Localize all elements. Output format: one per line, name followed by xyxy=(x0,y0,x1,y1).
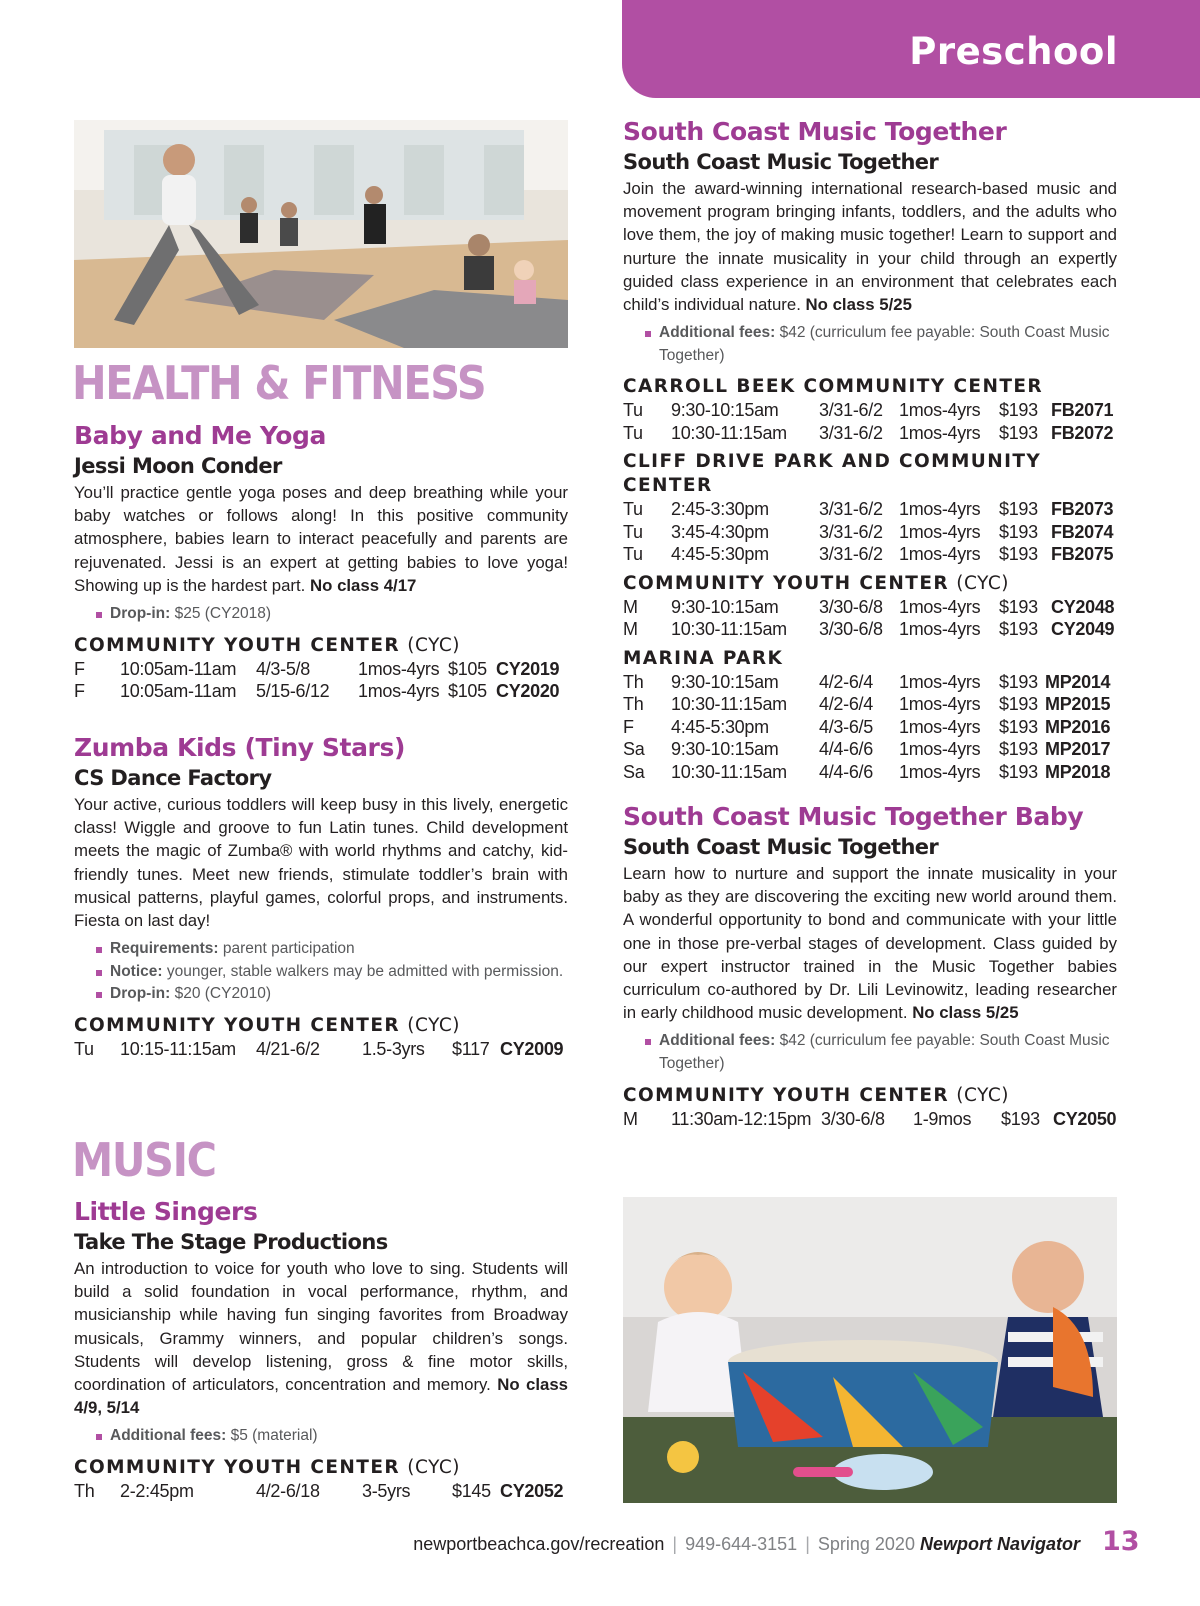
fee-item: Notice: younger, stable walkers may be admitted with permission. xyxy=(96,961,568,984)
schedule-price: $193 xyxy=(999,400,1038,421)
schedule-time: 4:45-5:30pm xyxy=(671,544,769,565)
schedule-row xyxy=(74,680,568,703)
yoga-photo xyxy=(74,120,568,348)
course-fees xyxy=(645,1030,1117,1075)
schedule-price: $105 xyxy=(448,681,487,702)
schedule-ages: 1mos-4yrs xyxy=(899,619,981,640)
course-title: Little Singers xyxy=(74,1197,258,1226)
schedule-day: Tu xyxy=(623,544,643,565)
schedule-row xyxy=(623,671,1117,694)
schedule-ages: 1mos-4yrs xyxy=(899,499,981,520)
schedule-code: FB2071 xyxy=(1051,400,1114,421)
course-description: Learn how to nurture and support the innate musicality in your baby as they are discovering the exciting new world around them. A wonderful opportunity to bond and communicate with your little one in those pre-verbal stages of development. Class guided by our expert instructor trained in the Music Together babies curriculum co-authored by Dr. Lili Levinowitz, leading researcher in early childhood music development. No class 5/25 xyxy=(623,864,1117,1023)
schedule-time: 10:15-11:15am xyxy=(120,1039,236,1059)
course-instructor: South Coast Music Together xyxy=(623,150,939,174)
schedule-day: Tu xyxy=(74,1039,94,1059)
schedule-dates: 4/4-6/6 xyxy=(819,761,873,782)
schedule-price: $193 xyxy=(999,544,1038,565)
schedule-code: FB2072 xyxy=(1051,422,1114,443)
schedule-dates: 3/31-6/2 xyxy=(819,422,883,443)
course-zumba-kids xyxy=(74,733,568,1061)
schedule-table xyxy=(623,498,1117,566)
schedule-dates: 3/31-6/2 xyxy=(819,499,883,520)
schedule-dates: 4/3-6/5 xyxy=(819,716,873,737)
schedule-row xyxy=(623,618,1117,641)
fee-item: Drop-in: $25 (CY2018) xyxy=(96,603,568,626)
location-heading: COMMUNITY YOUTH CENTER (CYC) xyxy=(74,634,461,656)
schedule-ages: 3-5yrs xyxy=(362,1481,411,1502)
schedule-price: $193 xyxy=(999,596,1038,617)
schedule-code: CY2049 xyxy=(1051,619,1115,640)
schedule-dates: 3/31-6/2 xyxy=(819,521,883,542)
schedule-code: MP2014 xyxy=(1045,671,1111,692)
schedule-code: CY2020 xyxy=(496,681,560,702)
section-tab xyxy=(622,0,1200,98)
schedule-time: 3:45-4:30pm xyxy=(671,521,769,542)
schedule-code: MP2018 xyxy=(1045,761,1111,782)
schedule-row xyxy=(623,399,1117,422)
schedule-ages: 1mos-4yrs xyxy=(899,716,981,737)
schedule-table xyxy=(74,1480,568,1503)
schedule-code: MP2017 xyxy=(1045,739,1111,760)
course-instructor: CS Dance Factory xyxy=(74,766,272,790)
schedule-row xyxy=(623,498,1117,521)
schedule-dates: 3/31-6/2 xyxy=(819,400,883,421)
course-instructor: South Coast Music Together xyxy=(623,835,939,859)
schedule-row xyxy=(74,1038,568,1061)
schedule-price: $193 xyxy=(999,761,1038,782)
schedule-price: $193 xyxy=(999,694,1038,715)
schedule-table xyxy=(74,658,568,703)
schedule-time: 2:45-3:30pm xyxy=(671,499,769,520)
section-tab-title: Preschool xyxy=(909,30,1118,73)
schedule-time: 4:45-5:30pm xyxy=(671,716,769,737)
schedule-time: 9:30-10:15am xyxy=(671,671,779,692)
schedule-day: Th xyxy=(623,671,644,692)
schedule-row xyxy=(623,521,1117,544)
schedule-row xyxy=(623,543,1117,566)
schedule-row xyxy=(623,738,1117,761)
schedule-table xyxy=(623,1108,1117,1131)
fee-item: Additional fees: $42 (curriculum fee payable: South Coast Music Together) xyxy=(645,322,1117,367)
schedule-dates: 3/30-6/8 xyxy=(819,619,883,640)
fee-item: Requirements: parent participation xyxy=(96,938,568,961)
course-title: Zumba Kids (Tiny Stars) xyxy=(74,733,405,762)
schedule-price: $193 xyxy=(999,739,1038,760)
schedule-time: 9:30-10:15am xyxy=(671,739,779,760)
schedule-code: CY2048 xyxy=(1051,596,1115,617)
schedule-price: $193 xyxy=(999,521,1038,542)
schedule-dates: 3/30-6/8 xyxy=(819,596,883,617)
schedule-dates: 4/21-6/2 xyxy=(256,1039,320,1059)
fee-item: Additional fees: $42 (curriculum fee payable: South Coast Music Together) xyxy=(645,1030,1117,1075)
schedule-ages: 1mos-4yrs xyxy=(899,521,981,542)
section-title-health: HEALTH & FITNESS xyxy=(72,356,486,410)
section-title-music: MUSIC xyxy=(72,1133,216,1187)
course-description: You’ll practice gentle yoga poses and deep breathing while your baby watches or follows along! In this positive community atmosphere, babies learn to interact peacefully and parents are rejuvenated. Jessi is an expert at getting babies to love yoga! Showing up is the hardest part. No class 4/17 xyxy=(74,483,568,595)
schedule-day: Sa xyxy=(623,739,645,760)
schedule-table xyxy=(623,596,1117,641)
schedule-row xyxy=(623,1108,1117,1131)
schedule-ages: 1.5-3yrs xyxy=(362,1039,425,1059)
location-heading: COMMUNITY YOUTH CENTER (CYC) xyxy=(623,572,1010,594)
page-number: 13 xyxy=(1102,1526,1140,1557)
course-little-singers xyxy=(74,1197,568,1503)
schedule-dates: 3/31-6/2 xyxy=(819,544,883,565)
schedule-table xyxy=(74,1038,568,1061)
babies-drum-photo xyxy=(623,1197,1117,1503)
schedule-row xyxy=(74,1480,568,1503)
schedule-day: Tu xyxy=(623,521,643,542)
schedule-ages: 1mos-4yrs xyxy=(899,739,981,760)
schedule-day: Tu xyxy=(623,422,643,443)
schedule-time: 11:30am-12:15pm xyxy=(671,1108,812,1129)
schedule-day: Th xyxy=(74,1481,95,1502)
schedule-row xyxy=(623,596,1117,619)
footer-phone: 949-644-3151 xyxy=(685,1534,798,1554)
course-baby-yoga xyxy=(74,421,568,703)
course-instructor: Jessi Moon Conder xyxy=(74,454,282,478)
course-fees xyxy=(96,938,568,1006)
schedule-ages: 1mos-4yrs xyxy=(899,544,981,565)
course-fees xyxy=(645,322,1117,367)
footer-magazine: Newport Navigator xyxy=(919,1534,1080,1554)
footer-url[interactable]: newportbeachca.gov/recreation xyxy=(413,1534,665,1554)
schedule-day: M xyxy=(623,1108,638,1129)
schedule-code: MP2016 xyxy=(1045,716,1111,737)
schedule-ages: 1mos-4yrs xyxy=(899,694,981,715)
schedule-ages: 1mos-4yrs xyxy=(899,422,981,443)
location-heading: MARINA PARK xyxy=(623,647,784,669)
schedule-time: 10:05am-11am xyxy=(120,658,237,679)
schedule-code: FB2075 xyxy=(1051,544,1114,565)
schedule-day: Sa xyxy=(623,761,645,782)
schedule-price: $193 xyxy=(999,422,1038,443)
schedule-day: M xyxy=(623,596,638,617)
schedule-row xyxy=(623,716,1117,739)
location-heading: COMMUNITY YOUTH CENTER (CYC) xyxy=(74,1015,461,1036)
course-instructor: Take The Stage Productions xyxy=(74,1230,388,1254)
footer-season: Spring 2020 xyxy=(817,1534,915,1554)
schedule-time: 10:30-11:15am xyxy=(671,694,787,715)
course-description: Join the award-winning international research-based music and movement program bringing infants, toddlers, and the adults who love them, the joy of making music together! Learn to support and nurture the innate musicality in your child through an expertly guided class experience in an environment that celebrates each child’s individual nature. No class 5/25 xyxy=(623,179,1117,315)
schedule-dates: 3/30-6/8 xyxy=(821,1108,885,1129)
schedule-code: CY2009 xyxy=(500,1039,564,1059)
location-heading: COMMUNITY YOUTH CENTER (CYC) xyxy=(74,1457,461,1479)
course-music-together-baby xyxy=(623,802,1117,1130)
schedule-price: $193 xyxy=(999,716,1038,737)
schedule-ages: 1mos-4yrs xyxy=(899,400,981,421)
schedule-ages: 1mos-4yrs xyxy=(358,658,440,679)
schedule-day: Tu xyxy=(623,499,643,520)
schedule-ages: 1mos-4yrs xyxy=(899,761,981,782)
schedule-row xyxy=(623,761,1117,784)
schedule-day: Tu xyxy=(623,400,643,421)
course-description: Your active, curious toddlers will keep busy in this lively, energetic class! Wiggle and groove to fun Latin tunes. Child development meets the magic of Zumba® with world rhythms and catchy, kid-friendly tunes. Meet new friends, stimulate toddler’s brain with musical patterns, playful games, colorful props, and instruments. Fiesta on last day! xyxy=(74,795,568,931)
schedule-price: $145 xyxy=(452,1481,491,1502)
schedule-day: F xyxy=(74,658,85,679)
course-title: Baby and Me Yoga xyxy=(74,421,326,450)
fee-item: Additional fees: $5 (material) xyxy=(96,1425,568,1448)
location-heading: CLIFF DRIVE PARK AND COMMUNITY CENTER xyxy=(623,451,1042,497)
schedule-price: $117 xyxy=(452,1039,490,1059)
schedule-dates: 5/15-6/12 xyxy=(256,681,330,702)
schedule-ages: 1-9mos xyxy=(913,1108,972,1129)
schedule-row xyxy=(623,693,1117,716)
schedule-time: 9:30-10:15am xyxy=(671,400,779,421)
course-music-together xyxy=(623,117,1117,783)
schedule-code: CY2019 xyxy=(496,658,560,679)
schedule-price: $193 xyxy=(1001,1108,1040,1129)
schedule-row xyxy=(623,422,1117,445)
schedule-row xyxy=(74,658,568,681)
schedule-day: F xyxy=(623,716,634,737)
course-title: South Coast Music Together xyxy=(623,117,1007,146)
schedule-code: CY2050 xyxy=(1053,1108,1117,1129)
course-fees xyxy=(96,1425,568,1448)
page-footer: newportbeachca.gov/recreation | 949-644-3151 | Spring 2020 Newport Navigator xyxy=(413,1534,1080,1554)
schedule-time: 10:30-11:15am xyxy=(671,619,787,640)
schedule-dates: 4/2-6/4 xyxy=(819,671,873,692)
schedule-time: 10:30-11:15am xyxy=(671,761,787,782)
schedule-price: $193 xyxy=(999,671,1038,692)
schedule-dates: 4/2-6/4 xyxy=(819,694,873,715)
schedule-price: $105 xyxy=(448,658,487,679)
location-heading: COMMUNITY YOUTH CENTER (CYC) xyxy=(623,1084,1010,1106)
location-heading: CARROLL BEEK COMMUNITY CENTER xyxy=(623,376,1044,398)
course-title: South Coast Music Together Baby xyxy=(623,802,1084,831)
course-fees xyxy=(96,603,568,626)
schedule-time: 10:30-11:15am xyxy=(671,422,787,443)
schedule-code: CY2052 xyxy=(500,1481,564,1502)
schedule-time: 10:05am-11am xyxy=(120,681,237,702)
schedule-table xyxy=(623,399,1117,444)
schedule-day: F xyxy=(74,681,85,702)
schedule-code: FB2073 xyxy=(1051,499,1114,520)
schedule-time: 2-2:45pm xyxy=(120,1481,194,1502)
course-description: An introduction to voice for youth who love to sing. Students will build a solid foundation in vocal performance, rhythm, and musicianship while having fun singing favorites from Broadway musicals, Grammy winners, and popular children’s songs. Students will develop listening, gross & fine motor skills, coordination of articulators, concentration and memory. No class 4/9, 5/14 xyxy=(74,1259,568,1418)
fee-item: Drop-in: $20 (CY2010) xyxy=(96,983,568,1006)
schedule-price: $193 xyxy=(999,499,1038,520)
schedule-dates: 4/3-5/8 xyxy=(256,658,310,679)
schedule-day: Th xyxy=(623,694,644,715)
schedule-ages: 1mos-4yrs xyxy=(358,681,440,702)
schedule-code: MP2015 xyxy=(1045,694,1111,715)
schedule-day: M xyxy=(623,619,638,640)
schedule-ages: 1mos-4yrs xyxy=(899,596,981,617)
schedule-price: $193 xyxy=(999,619,1038,640)
schedule-table xyxy=(623,671,1117,784)
schedule-code: FB2074 xyxy=(1051,521,1114,542)
schedule-time: 9:30-10:15am xyxy=(671,596,779,617)
schedule-dates: 4/4-6/6 xyxy=(819,739,873,760)
schedule-dates: 4/2-6/18 xyxy=(256,1481,320,1502)
schedule-ages: 1mos-4yrs xyxy=(899,671,981,692)
